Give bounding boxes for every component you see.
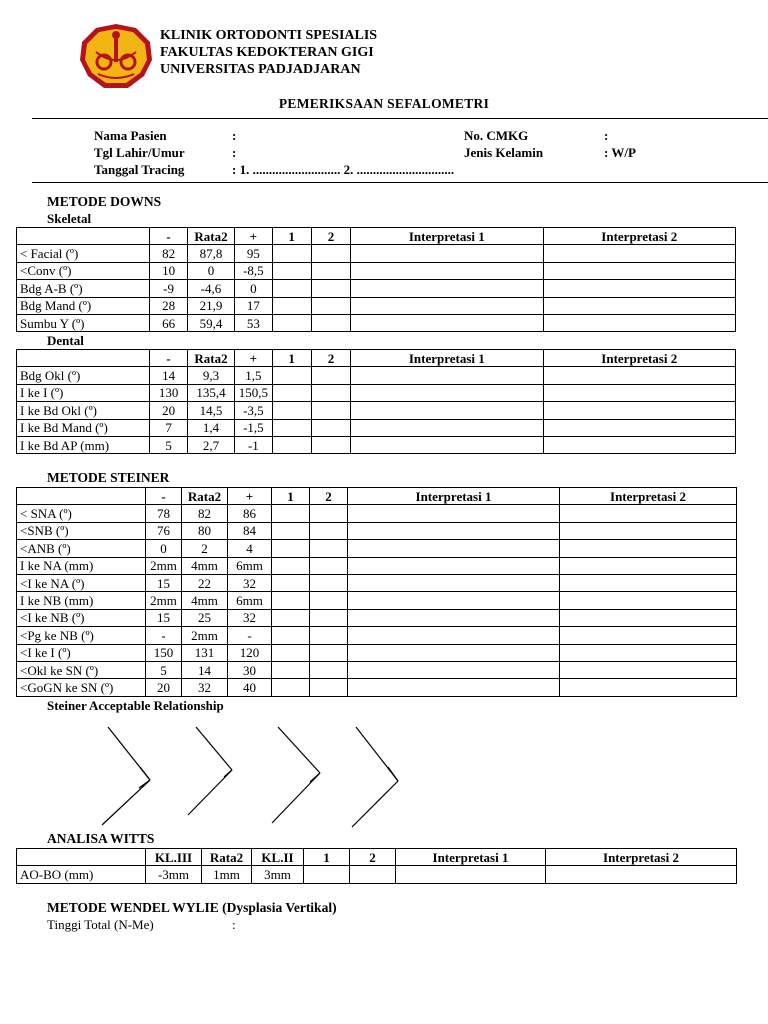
witts-title: ANALISA WITTS [47, 831, 155, 846]
entry-cell[interactable] [272, 644, 310, 661]
value-cell: 32 [228, 609, 272, 626]
entry-cell[interactable] [310, 609, 348, 626]
table-row [17, 280, 736, 297]
value-cell: -4,6 [187, 280, 235, 297]
entry-cell[interactable] [311, 314, 350, 331]
value-cell: -1,5 [235, 419, 272, 436]
table-header-row [17, 849, 737, 866]
table-row [17, 679, 737, 696]
value-cell: 14 [150, 367, 187, 384]
value-cell: 4mm [182, 592, 228, 609]
parameter-cell: I ke NB (mm) [17, 592, 146, 609]
parameter-cell: Bdg Mand (º) [17, 297, 150, 314]
table-row [17, 262, 736, 279]
entry-cell[interactable] [348, 540, 560, 557]
entry-cell[interactable] [272, 245, 311, 262]
header-cell: - [146, 488, 182, 505]
parameter-cell: <GoGN ke SN (º) [17, 679, 146, 696]
parameter-cell: <ANB (º) [17, 540, 146, 557]
table-row [17, 609, 737, 626]
value-cell: 2mm [146, 557, 182, 574]
value-cell: 2 [182, 540, 228, 557]
entry-cell[interactable] [310, 505, 348, 522]
university-name: UNIVERSITAS PADJADJARAN [160, 62, 361, 77]
value-cell: 120 [228, 644, 272, 661]
entry-cell[interactable] [272, 592, 310, 609]
header-cell [17, 228, 150, 245]
table-row [17, 866, 737, 883]
parameter-cell: I ke Bd AP (mm) [17, 436, 150, 453]
header-cell: - [150, 350, 187, 367]
value-cell: -3,5 [235, 402, 272, 419]
parameter-cell: I ke Bd Okl (º) [17, 402, 150, 419]
entry-cell[interactable] [272, 627, 310, 644]
header-cell: 2 [311, 228, 350, 245]
value-cell: 87,8 [187, 245, 235, 262]
value-cell: 0 [146, 540, 182, 557]
entry-cell[interactable] [272, 522, 310, 539]
entry-cell[interactable] [543, 402, 735, 419]
entry-cell[interactable] [351, 297, 543, 314]
value-cell: 28 [150, 297, 187, 314]
table-row [17, 522, 737, 539]
entry-cell[interactable] [348, 644, 560, 661]
value-cell: 150 [146, 644, 182, 661]
entry-cell[interactable] [311, 367, 350, 384]
page-title: PEMERIKSAAN SEFALOMETRI [278, 96, 490, 111]
entry-cell[interactable] [560, 505, 737, 522]
entry-cell[interactable] [310, 627, 348, 644]
parameter-cell: <I ke NA (º) [17, 574, 146, 591]
entry-cell[interactable] [272, 280, 311, 297]
entry-cell[interactable] [310, 661, 348, 678]
entry-cell[interactable] [351, 367, 543, 384]
header-cell [17, 849, 146, 866]
header-cell: 1 [272, 488, 310, 505]
entry-cell[interactable] [351, 419, 543, 436]
value-cell: -8,5 [235, 262, 272, 279]
value-cell: 40 [228, 679, 272, 696]
value-cell: 32 [228, 574, 272, 591]
table-header-row [17, 228, 736, 245]
skeletal-label: Skeletal [47, 211, 92, 226]
clinic-name: KLINIK ORTODONTI SPESIALIS [160, 28, 378, 43]
value-cell: 135,4 [187, 384, 235, 401]
table-row [17, 557, 737, 574]
entry-cell[interactable] [351, 262, 543, 279]
header-cell: Interpretasi 2 [546, 849, 737, 866]
value-cell: - [146, 627, 182, 644]
entry-cell[interactable] [348, 592, 560, 609]
value-cell: 1,5 [235, 367, 272, 384]
value-cell: 22 [182, 574, 228, 591]
entry-cell[interactable] [543, 436, 735, 453]
entry-cell[interactable] [351, 314, 543, 331]
entry-cell[interactable] [311, 280, 350, 297]
entry-cell[interactable] [311, 419, 350, 436]
table-row [17, 574, 737, 591]
steiner-title: METODE STEINER [47, 470, 170, 485]
entry-cell[interactable] [272, 609, 310, 626]
downs-title: METODE DOWNS [47, 194, 162, 209]
parameter-cell: I ke NA (mm) [17, 557, 146, 574]
parameter-cell: <Okl ke SN (º) [17, 661, 146, 678]
value-cell: 59,4 [187, 314, 235, 331]
entry-cell[interactable] [272, 505, 310, 522]
table-row [17, 592, 737, 609]
nama-pasien-label: Nama Pasien [94, 128, 167, 143]
value-cell: 82 [182, 505, 228, 522]
parameter-cell: <SNB (º) [17, 522, 146, 539]
entry-cell[interactable] [310, 522, 348, 539]
value-cell: 10 [150, 262, 187, 279]
value-cell: 6mm [228, 557, 272, 574]
header-cell: 2 [311, 350, 350, 367]
table-row [17, 540, 737, 557]
table-row [17, 419, 736, 436]
entry-cell[interactable] [311, 245, 350, 262]
header-cell: KL.III [146, 849, 202, 866]
parameter-cell: Sumbu Y (º) [17, 314, 150, 331]
table-row [17, 297, 736, 314]
header-cell: 2 [310, 488, 348, 505]
entry-cell[interactable] [348, 574, 560, 591]
chevron-2 [188, 727, 232, 815]
parameter-cell: <I ke NB (º) [17, 609, 146, 626]
table-row [17, 367, 736, 384]
entry-cell[interactable] [543, 384, 735, 401]
entry-cell[interactable] [543, 280, 735, 297]
entry-cell[interactable] [310, 540, 348, 557]
value-cell: 14 [182, 661, 228, 678]
table-row [17, 627, 737, 644]
chevron-1 [102, 727, 150, 825]
parameter-cell: AO-BO (mm) [17, 866, 146, 883]
entry-cell[interactable] [272, 402, 311, 419]
entry-cell[interactable] [351, 245, 543, 262]
entry-cell[interactable] [560, 661, 737, 678]
tgl-lahir-label: Tgl Lahir/Umur [94, 145, 185, 160]
steiner-table [16, 487, 737, 697]
value-cell: 1mm [202, 866, 252, 883]
steiner-acceptable-label: Steiner Acceptable Relationship [47, 698, 224, 713]
value-cell: 2,7 [187, 436, 235, 453]
entry-cell[interactable] [310, 592, 348, 609]
divider-bottom [32, 182, 768, 183]
header-cell: 1 [304, 849, 350, 866]
parameter-cell: < SNA (º) [17, 505, 146, 522]
value-cell: 17 [235, 297, 272, 314]
value-cell: 9,3 [187, 367, 235, 384]
entry-cell[interactable] [348, 505, 560, 522]
entry-cell[interactable] [348, 522, 560, 539]
entry-cell[interactable] [272, 314, 311, 331]
table-header-row [17, 350, 736, 367]
parameter-cell: Bdg Okl (º) [17, 367, 150, 384]
header-cell: Interpretasi 1 [351, 228, 543, 245]
value-cell: 25 [182, 609, 228, 626]
entry-cell[interactable] [560, 609, 737, 626]
entry-cell[interactable] [310, 679, 348, 696]
header-cell: Rata2 [187, 350, 235, 367]
chevron-4 [352, 727, 398, 827]
header-cell: + [235, 228, 272, 245]
header-cell: KL.II [252, 849, 304, 866]
value-cell: 80 [182, 522, 228, 539]
no-cmkg-label: No. CMKG [464, 128, 529, 143]
entry-cell[interactable] [272, 384, 311, 401]
header-cell: + [228, 488, 272, 505]
entry-cell[interactable] [350, 866, 396, 883]
entry-cell[interactable] [546, 866, 737, 883]
entry-cell[interactable] [348, 609, 560, 626]
entry-cell[interactable] [272, 679, 310, 696]
value-cell: 2mm [182, 627, 228, 644]
header-cell: Interpretasi 2 [543, 228, 735, 245]
value-cell: 15 [146, 574, 182, 591]
entry-cell[interactable] [272, 557, 310, 574]
header-cell: Interpretasi 2 [543, 350, 735, 367]
value-cell: 30 [228, 661, 272, 678]
value-cell: 5 [146, 661, 182, 678]
entry-cell[interactable] [310, 574, 348, 591]
value-cell: 4 [228, 540, 272, 557]
value-cell: - [228, 627, 272, 644]
entry-cell[interactable] [304, 866, 350, 883]
value-cell: 21,9 [187, 297, 235, 314]
value-cell: 20 [150, 402, 187, 419]
value-cell: -3mm [146, 866, 202, 883]
entry-cell[interactable] [560, 592, 737, 609]
entry-cell[interactable] [560, 557, 737, 574]
entry-cell[interactable] [310, 557, 348, 574]
entry-cell[interactable] [560, 574, 737, 591]
table-row [17, 436, 736, 453]
header-cell: 2 [350, 849, 396, 866]
value-cell: -9 [150, 280, 187, 297]
entry-cell[interactable] [272, 262, 311, 279]
entry-cell[interactable] [311, 436, 350, 453]
downs-dental-table [16, 349, 736, 454]
table-header-row [17, 488, 737, 505]
parameter-cell: < Facial (º) [17, 245, 150, 262]
parameter-cell: <Pg ke NB (º) [17, 627, 146, 644]
entry-cell[interactable] [272, 436, 311, 453]
jenis-kelamin-value: : W/P [604, 145, 636, 160]
table-row [17, 384, 736, 401]
entry-cell[interactable] [348, 557, 560, 574]
entry-cell[interactable] [351, 402, 543, 419]
witts-table [16, 848, 737, 884]
university-seal-icon [78, 22, 154, 92]
jenis-kelamin-label: Jenis Kelamin [464, 145, 544, 160]
no-cmkg-colon: : [604, 128, 609, 143]
entry-cell[interactable] [272, 367, 311, 384]
value-cell: 0 [235, 280, 272, 297]
tanggal-tracing-label: Tanggal Tracing [94, 162, 185, 177]
value-cell: 130 [150, 384, 187, 401]
entry-cell[interactable] [351, 384, 543, 401]
value-cell: 15 [146, 609, 182, 626]
entry-cell[interactable] [311, 402, 350, 419]
entry-cell[interactable] [272, 540, 310, 557]
entry-cell[interactable] [543, 297, 735, 314]
faculty-name: FAKULTAS KEDOKTERAN GIGI [160, 45, 374, 60]
value-cell: 7 [150, 419, 187, 436]
entry-cell[interactable] [560, 540, 737, 557]
value-cell: 76 [146, 522, 182, 539]
entry-cell[interactable] [311, 384, 350, 401]
entry-cell[interactable] [348, 627, 560, 644]
header-cell: Interpretasi 1 [396, 849, 546, 866]
header-cell [17, 350, 150, 367]
value-cell: 78 [146, 505, 182, 522]
entry-cell[interactable] [272, 661, 310, 678]
dental-label: Dental [47, 333, 84, 348]
entry-cell[interactable] [348, 661, 560, 678]
header-cell: Rata2 [182, 488, 228, 505]
parameter-cell: <Conv (º) [17, 262, 150, 279]
header-cell: Interpretasi 1 [351, 350, 543, 367]
entry-cell[interactable] [272, 574, 310, 591]
header-cell: Rata2 [202, 849, 252, 866]
value-cell: 131 [182, 644, 228, 661]
value-cell: 2mm [146, 592, 182, 609]
value-cell: -1 [235, 436, 272, 453]
header-cell: Rata2 [187, 228, 235, 245]
entry-cell[interactable] [543, 419, 735, 436]
value-cell: 0 [187, 262, 235, 279]
tanggal-tracing-value: : 1. ........................... 2. .............................. [232, 162, 455, 177]
value-cell: 150,5 [235, 384, 272, 401]
header-cell: Interpretasi 1 [348, 488, 560, 505]
header-cell: 1 [272, 350, 311, 367]
table-row [17, 644, 737, 661]
value-cell: 14,5 [187, 402, 235, 419]
tinggi-total-colon: : [232, 917, 236, 932]
value-cell: 20 [146, 679, 182, 696]
parameter-cell: I ke I (º) [17, 384, 150, 401]
value-cell: 3mm [252, 866, 304, 883]
entry-cell[interactable] [560, 644, 737, 661]
value-cell: 84 [228, 522, 272, 539]
nama-pasien-colon: : [232, 128, 237, 143]
entry-cell[interactable] [310, 644, 348, 661]
entry-cell[interactable] [543, 245, 735, 262]
value-cell: 95 [235, 245, 272, 262]
table-row [17, 402, 736, 419]
entry-cell[interactable] [311, 262, 350, 279]
tgl-lahir-colon: : [232, 145, 237, 160]
value-cell: 4mm [182, 557, 228, 574]
table-row [17, 505, 737, 522]
entry-cell[interactable] [543, 367, 735, 384]
entry-cell[interactable] [272, 297, 311, 314]
entry-cell[interactable] [543, 262, 735, 279]
header-cell: Interpretasi 2 [560, 488, 737, 505]
entry-cell[interactable] [272, 419, 311, 436]
entry-cell[interactable] [543, 314, 735, 331]
value-cell: 53 [235, 314, 272, 331]
value-cell: 86 [228, 505, 272, 522]
header-cell [17, 488, 146, 505]
entry-cell[interactable] [348, 679, 560, 696]
divider-top [32, 118, 768, 119]
parameter-cell: Bdg A-B (º) [17, 280, 150, 297]
value-cell: 5 [150, 436, 187, 453]
wendel-title: METODE WENDEL WYLIE (Dysplasia Vertikal) [47, 900, 337, 915]
entry-cell[interactable] [311, 297, 350, 314]
value-cell: 32 [182, 679, 228, 696]
value-cell: 66 [150, 314, 187, 331]
entry-cell[interactable] [351, 436, 543, 453]
downs-skeletal-table [16, 227, 736, 332]
parameter-cell: I ke Bd Mand (º) [17, 419, 150, 436]
entry-cell[interactable] [560, 679, 737, 696]
steiner-acceptable-diagram [0, 715, 768, 830]
header-cell: 1 [272, 228, 311, 245]
entry-cell[interactable] [396, 866, 546, 883]
table-row [17, 245, 736, 262]
tinggi-total-label: Tinggi Total (N-Me) [47, 917, 154, 932]
table-row [17, 314, 736, 331]
table-row [17, 661, 737, 678]
entry-cell[interactable] [560, 522, 737, 539]
entry-cell[interactable] [560, 627, 737, 644]
chevron-3 [272, 727, 320, 823]
value-cell: 6mm [228, 592, 272, 609]
parameter-cell: <I ke I (º) [17, 644, 146, 661]
value-cell: 82 [150, 245, 187, 262]
value-cell: 1,4 [187, 419, 235, 436]
header-cell: + [235, 350, 272, 367]
header-cell: - [150, 228, 187, 245]
entry-cell[interactable] [351, 280, 543, 297]
